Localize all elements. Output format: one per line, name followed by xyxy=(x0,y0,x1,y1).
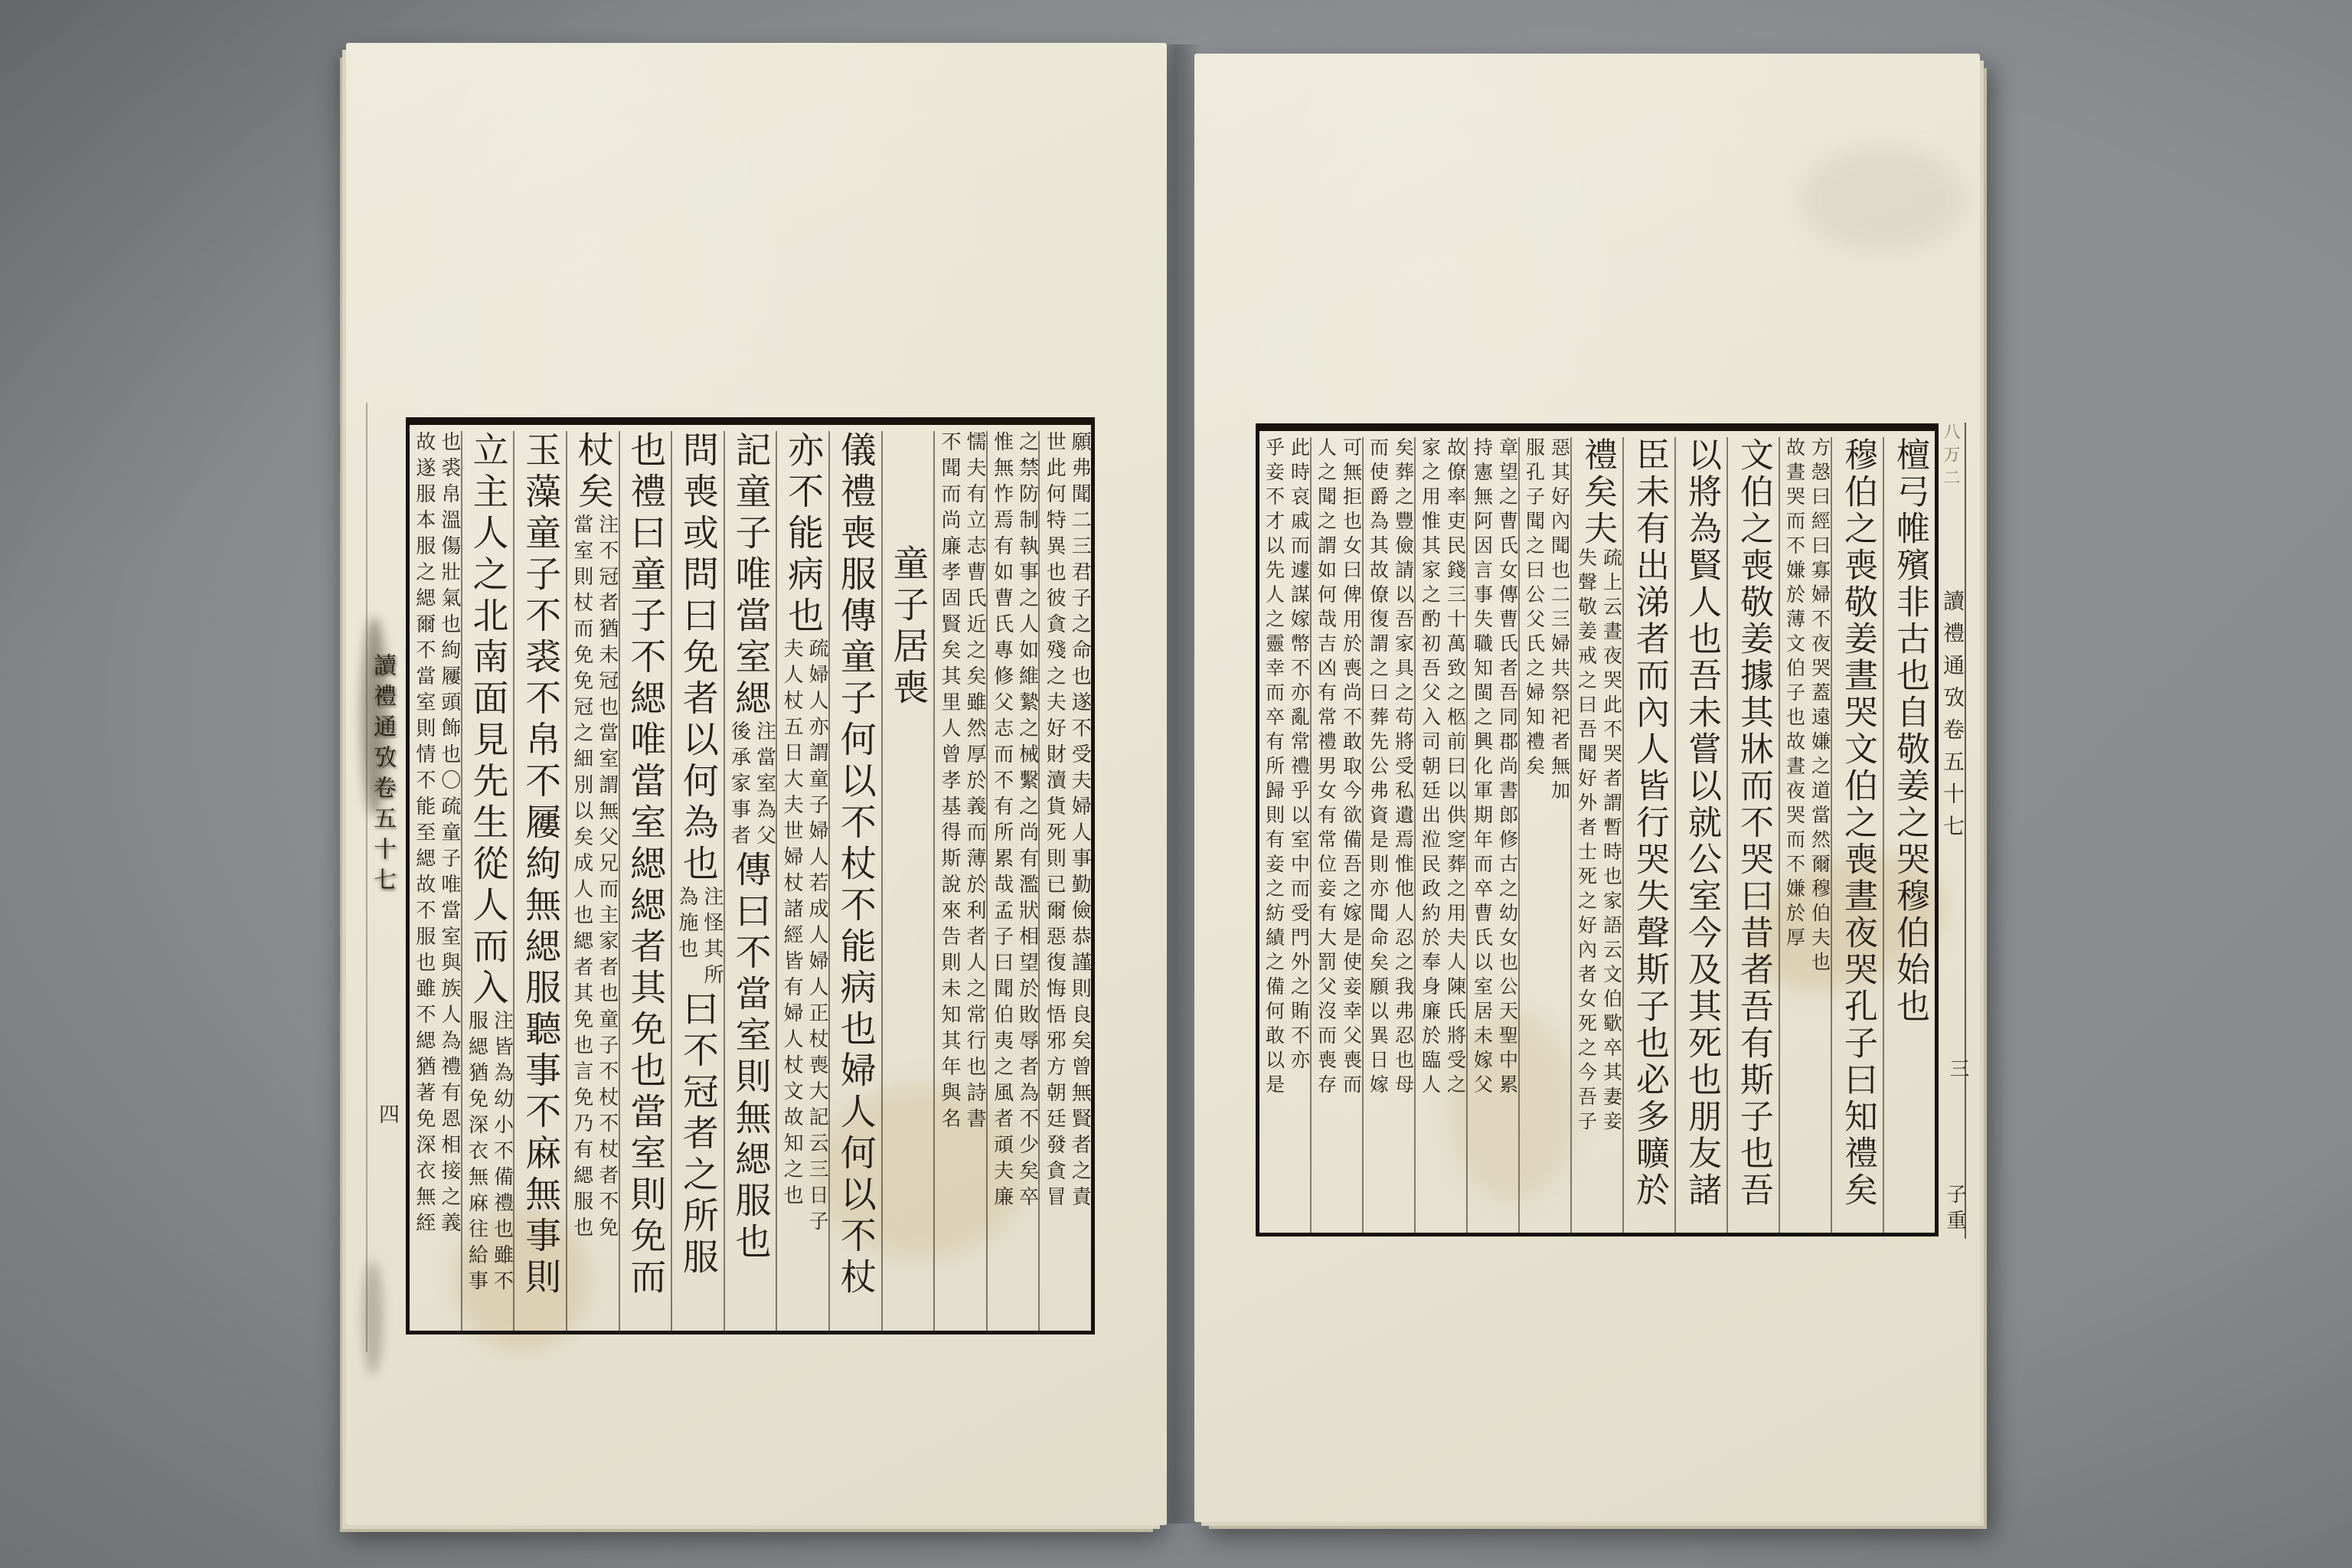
note-right-line: 矣葬之豐儉請以吾家具之苟將受私遺焉惟他人忍之我弗忍也母 xyxy=(1392,437,1415,1099)
text-column xyxy=(883,431,936,1331)
note-right-line: 章望之曹氏女傳曹氏者吾同郡尚書郎修古之幼女也公天聖中累 xyxy=(1496,437,1519,1099)
main-text: 也禮曰童子不緦唯當室緦緦者其免也當室則免而 xyxy=(624,431,667,1299)
text-column xyxy=(462,431,515,1331)
commentary-note xyxy=(1521,437,1570,805)
banxin-book-title: 讀禮通攷卷五十七 xyxy=(1940,590,1965,847)
note-left-line: 為施也 xyxy=(675,886,698,964)
page-number: 三 xyxy=(1946,1058,1969,1078)
note-left-line: 後承家事者 xyxy=(727,720,751,851)
text-column xyxy=(1312,437,1364,1233)
commentary-note xyxy=(1573,547,1622,1135)
text-column xyxy=(935,431,988,1331)
text-column xyxy=(1416,437,1468,1233)
commentary-note xyxy=(1782,437,1830,976)
note-left-line: 不聞而尚廉孝固賢矣其里人曾孝基得斯說來告則未知其年與名 xyxy=(937,431,961,1134)
text-column xyxy=(725,431,778,1331)
text-column xyxy=(514,431,567,1331)
right-text-block xyxy=(1256,423,1939,1236)
note-left-line: 而使爵為其故僚復謂之曰葬先公弗資是則亦聞命矣願以異日嫁 xyxy=(1367,437,1390,1099)
text-column xyxy=(1520,437,1572,1233)
note-left-line: 人之聞之謂如何哉吉凶有常禮男女有常位妾有大罰父沒而喪存 xyxy=(1315,437,1338,1099)
commentary-note xyxy=(1469,437,1517,1099)
note-right-line: 方愨曰經曰寡婦不夜哭蓋遠嫌之道當然爾穆伯夫也 xyxy=(1808,437,1831,976)
text-column xyxy=(1780,437,1832,1233)
commentary-note xyxy=(1041,431,1089,1212)
text-column xyxy=(567,431,620,1331)
text-column xyxy=(1728,437,1780,1233)
commentary-note xyxy=(1417,437,1465,1099)
commentary-note xyxy=(1261,437,1309,1099)
banxin-strip-divider xyxy=(366,403,368,1352)
note-left-line: 服緦猶免深衣無麻往給事 xyxy=(465,1010,488,1296)
main-text: 立主人之北南面見先生從人而入 xyxy=(466,431,509,1010)
note-right-line: 之禁防制執事之人如維縶之械繫之尚有濫狀相望於敗辱者為不少矣卒 xyxy=(1015,431,1039,1212)
commentary-note xyxy=(989,431,1037,1212)
text-column xyxy=(410,431,462,1331)
carver-mark: 子重 xyxy=(1943,1184,1966,1236)
commentary-note xyxy=(569,514,617,1243)
commentary-note xyxy=(727,720,775,851)
note-left-line: 服孔子聞之曰公父氏之婦知禮矣 xyxy=(1523,437,1546,780)
main-text: 檀弓帷殯非古也自敬姜之哭穆伯始也 xyxy=(1890,437,1929,1025)
text-column xyxy=(988,431,1040,1331)
text-column xyxy=(672,431,725,1331)
section-heading: 童子居喪 xyxy=(887,544,929,710)
note-left-line: 故晝哭而不嫌於薄文伯子也故晝夜哭而不嫌於厚 xyxy=(1783,437,1806,952)
commentary-note xyxy=(463,1010,514,1296)
text-column xyxy=(620,431,673,1331)
note-left-line: 世此何特異也彼貪殘之夫好財瀆貨死則已爾惡復悔悟邪方朝廷發貪冒 xyxy=(1043,431,1067,1212)
commentary-note xyxy=(936,431,985,1134)
note-left-line: 乎妾不才以先人之靈幸而卒有所歸則有妾之紡績之備何敢以是 xyxy=(1263,437,1285,1099)
main-text: 亦不能病也 xyxy=(782,431,825,638)
note-left-line: 失聲敬姜戒之曰吾聞好外者士死之好內者女死之今吾子 xyxy=(1575,547,1598,1135)
main-text: 問喪或問曰免者以何為也 xyxy=(676,431,719,886)
note-left-line: 故遂服本服之緦爾不當室則情不能至緦故不服也雖不緦猶著免深衣無絰 xyxy=(412,431,436,1238)
main-text: 以將為賢人也吾未嘗以就公室今及其死也朋友諸 xyxy=(1682,437,1721,1209)
text-column xyxy=(1259,437,1312,1233)
commentary-note xyxy=(674,886,722,990)
note-left-line: 持憲無阿因言事失職知閩之興化軍期年而卒曹氏以室居未嫁父 xyxy=(1471,437,1494,1099)
main-text: 曰不冠者之所服 xyxy=(676,990,719,1279)
note-right-line: 疏上云晝夜哭此不哭者謂暫時也家語云文伯歜卒其妻妾 xyxy=(1600,547,1623,1135)
main-text: 儀禮喪服傳童子何以不杖不能病也婦人何以不杖 xyxy=(834,431,877,1299)
commentary-note xyxy=(411,431,459,1238)
main-text: 臣未有出涕者而內人皆行哭失聲斯子也必多曠於 xyxy=(1630,437,1669,1209)
note-left-line: 家之用惟其家之酌初吾父入司朝廷出涖民政約於奉身廉於臨人 xyxy=(1419,437,1442,1099)
banxin-book-title: 讀禮通攷卷五十七 xyxy=(369,653,396,898)
left-page xyxy=(346,43,1167,1525)
text-column xyxy=(1364,437,1416,1233)
text-column xyxy=(1884,437,1935,1233)
note-left-line: 夫人杖五日大夫世婦杖諸經皆有婦人杖文故知之也 xyxy=(780,638,804,1210)
note-right-line: 願弗聞二三君子之命也遂不受夫婦人事勤儉恭謹則良矣曾無賢者之責 xyxy=(1068,431,1091,1212)
commentary-note xyxy=(1313,437,1361,1099)
note-right-line: 注不冠者猶未冠也當室謂無父兄而主家者也童子不杖不杖者不免 xyxy=(595,514,619,1243)
ink-smudge xyxy=(363,1260,383,1375)
main-text: 記童子唯當室緦 xyxy=(729,431,772,720)
note-right-line: 惡其好內聞也二三婦共祭祀者無加 xyxy=(1548,437,1571,805)
note-right-line: 疏婦人亦謂童子婦人若成人婦人正杖喪大記云三日子 xyxy=(805,638,829,1236)
main-text: 文伯之喪敬姜據其牀而不哭曰昔者吾有斯子也吾 xyxy=(1734,437,1773,1209)
commentary-note xyxy=(779,638,827,1236)
main-text: 穆伯之喪敬姜晝哭文伯之喪晝夜哭孔子曰知禮矣 xyxy=(1838,437,1877,1209)
main-text: 禮矣夫 xyxy=(1578,437,1617,547)
text-column xyxy=(1624,437,1676,1233)
page-number: 四 xyxy=(375,1103,399,1124)
text-column xyxy=(1676,437,1728,1233)
text-column xyxy=(830,431,883,1331)
text-column xyxy=(1572,437,1624,1233)
paper-stain xyxy=(1799,145,1968,253)
right-page xyxy=(1194,54,1980,1522)
note-right-line: 注怪其所 xyxy=(700,886,724,990)
note-right-line: 故僚率吏民錢三十萬致之柩前曰以供窆葬之用夫人陳氏將受之 xyxy=(1444,437,1467,1099)
corner-annotation: 八万二 xyxy=(1941,423,1960,492)
note-right-line: 注當室為父 xyxy=(753,720,776,851)
note-right-line: 懦夫有立志曹氏近之矣雖然厚於義而薄於利者人之常行也詩書 xyxy=(962,431,986,1134)
left-text-block xyxy=(406,417,1095,1334)
main-text: 傳曰不當室則無緦服也 xyxy=(729,851,772,1264)
main-text: 玉藻童子不裘不帛不屨絇無緦服聽事不麻無事則 xyxy=(519,431,562,1299)
note-left-line: 當室則杖而免免冠之細別以矣成人也緦者其免也言免乃有緦服也 xyxy=(570,514,593,1243)
main-text: 杖矣 xyxy=(571,431,614,514)
note-left-line: 惟無怍焉有如曹氏專修父志而不有所累哉孟子曰聞伯夷之風者頑夫廉 xyxy=(990,431,1014,1212)
note-right-line: 也裘帛溫傷壯氣也絇屨頭飾也〇疏童子唯當室與族人為禮有恩相接之義 xyxy=(437,431,461,1238)
text-column xyxy=(1832,437,1884,1233)
text-column xyxy=(777,431,830,1331)
note-right-line: 注皆為幼小不備禮也雖不 xyxy=(490,1010,514,1296)
note-right-line: 可無拒也女曰俾用於喪尚不敢取今欲備吾之嫁是使妾幸父喪而 xyxy=(1340,437,1363,1099)
commentary-note xyxy=(1365,437,1413,1099)
text-column xyxy=(1040,431,1091,1331)
text-column xyxy=(1468,437,1520,1233)
note-right-line: 此時哀戚而遽謀嫁幣不亦亂常禮乎以室中而受門外之賄不亦 xyxy=(1288,437,1311,1074)
